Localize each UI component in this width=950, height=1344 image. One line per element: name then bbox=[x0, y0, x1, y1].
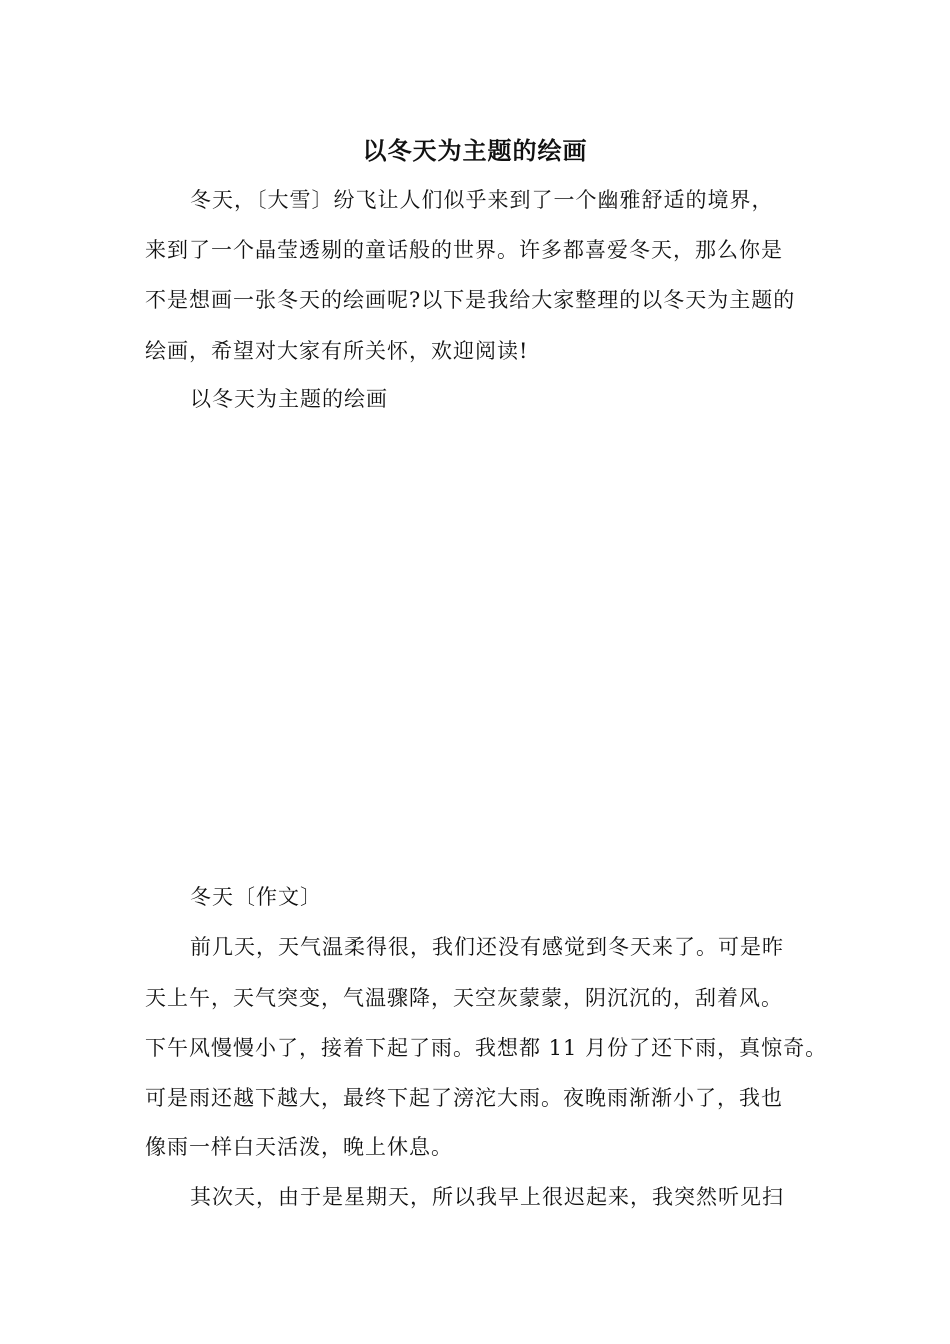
essay-p1-line-4: 可是雨还越下越大，最终下起了滂沱大雨。夜晚雨渐渐小了，我也 bbox=[145, 1086, 783, 1110]
section-subheading: 以冬天为主题的绘画 bbox=[190, 387, 388, 411]
document-title: 以冬天为主题的绘画 bbox=[362, 136, 588, 165]
essay-p1-line-3: 下午风慢慢小了，接着下起了雨。我想都 11 月份了还下雨，真惊奇。 bbox=[145, 1036, 828, 1060]
essay-p1-line-2: 天上午，天气突变，气温骤降，天空灰蒙蒙，阴沉沉的，刮着风。 bbox=[145, 986, 783, 1010]
essay-p1-line-5: 像雨一样白天活泼，晚上休息。 bbox=[145, 1135, 453, 1159]
essay-p1-line-1: 前几天，天气温柔得很，我们还没有感觉到冬天来了。可是昨 bbox=[190, 935, 784, 959]
intro-line-3: 不是想画一张冬天的绘画呢?以下是我给大家整理的以冬天为主题的 bbox=[145, 288, 796, 312]
essay-title: 冬天〔作文〕 bbox=[190, 885, 322, 909]
intro-line-2: 来到了一个晶莹透剔的童话般的世界。许多都喜爱冬天，那么你是 bbox=[145, 238, 783, 262]
illustration-placeholder bbox=[145, 430, 805, 860]
intro-line-1: 冬天，〔大雪〕纷飞让人们似乎来到了一个幽雅舒适的境界， bbox=[190, 188, 774, 212]
intro-line-4: 绘画，希望对大家有所关怀，欢迎阅读! bbox=[145, 339, 529, 363]
essay-p2-line-1: 其次天，由于是星期天，所以我早上很迟起来，我突然听见扫 bbox=[190, 1185, 784, 1209]
